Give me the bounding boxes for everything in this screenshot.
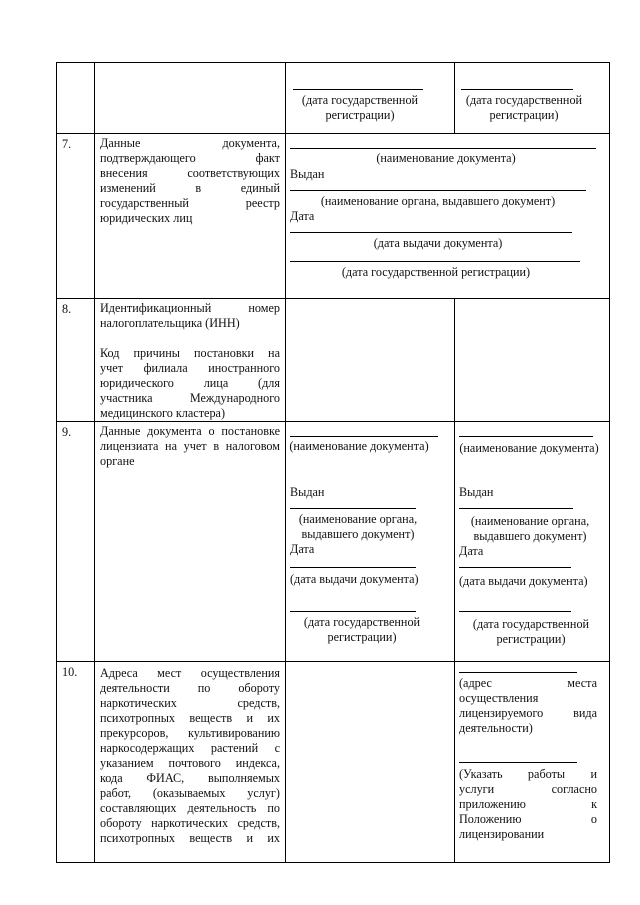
desc-line: составляющих деятельность по (100, 801, 280, 815)
desc-line: медицинского кластера) (100, 406, 226, 420)
desc-line: налогоплательщика (ИНН) (100, 316, 240, 330)
issuer-caption: (наименование органа, выдавшего документ) (298, 512, 418, 541)
row-number: 10. (57, 662, 95, 863)
doc-name-caption: (наименование документа) (376, 151, 516, 165)
row10-value-right (455, 662, 610, 863)
date-label: Дата (459, 544, 484, 558)
desc-line: прекурсоров, культивированию (100, 726, 280, 740)
doc-name-line (290, 436, 438, 437)
desc-line: изменений в единый (100, 181, 280, 195)
desc-line: указанием почтового индекса, (100, 756, 280, 770)
row10-value-left (286, 662, 455, 863)
desc-line: деятельности по обороту (100, 681, 280, 695)
doc-name-line (290, 148, 596, 149)
row8-description (95, 299, 286, 422)
table-row-8 (57, 299, 610, 422)
caption-line: лицензируемого вида (459, 706, 597, 720)
row7-document-fields (286, 134, 610, 299)
desc-line: Адреса мест осуществления (100, 666, 280, 680)
signature-line (461, 89, 573, 90)
works-line (459, 762, 577, 763)
issue-date-line (290, 232, 572, 233)
doc-name-caption: (наименование документа) (289, 439, 429, 453)
desc-line: лицензиата на учет в налоговом (100, 439, 280, 453)
table-row-continuation (57, 63, 610, 134)
reg-date-caption-left: (дата государственной регистрации) (301, 93, 419, 122)
issuer-line (290, 190, 586, 191)
caption-line: услуги согласно (459, 782, 597, 796)
row-number: 7. (57, 134, 95, 299)
reg-date-caption-right: (дата государственной регистрации) (465, 93, 583, 122)
doc-name-line (459, 436, 593, 437)
row-number: 8. (57, 299, 95, 422)
date-label: Дата (290, 542, 315, 556)
row10-description (95, 662, 286, 863)
row7-description (95, 134, 286, 299)
doc-name-caption: (наименование документа) (459, 441, 599, 455)
reg-date-caption: (дата государственной регистрации) (472, 617, 590, 646)
desc-line: психотропных веществ и их (100, 831, 280, 845)
issue-date-line (290, 567, 416, 568)
desc-line: наркосодержащих растений с (100, 741, 280, 755)
row-number-cell (57, 63, 95, 134)
caption-line: (Указать работы и (459, 767, 597, 781)
desc-line: обороту наркотических средств, (100, 816, 280, 830)
reg-date-line (459, 611, 571, 612)
description-cell (95, 63, 286, 134)
desc-line: органе (100, 454, 135, 468)
address-line (459, 672, 577, 673)
row9-fields-right (455, 422, 610, 662)
reg-date-caption: (дата государственной регистрации) (341, 265, 531, 279)
desc-line: внесения соответствующих (100, 166, 280, 180)
desc-line: Код причины постановки на (100, 346, 280, 360)
value-cell-left (286, 63, 455, 134)
row9-description (95, 422, 286, 662)
table-row-9 (57, 422, 610, 662)
desc-line: Идентификационный номер (100, 301, 280, 315)
desc-line: психотропных веществ и их (100, 711, 280, 725)
issue-date-caption: (дата выдачи документа) (290, 572, 419, 586)
desc-line: наркотических средств, (100, 696, 280, 710)
desc-line: Данные документа о постановке (100, 424, 280, 438)
desc-line: Данные документа, (100, 136, 280, 150)
desc-line: подтверждающего факт (100, 151, 280, 165)
issued-label: Выдан (290, 167, 325, 181)
issue-date-caption: (дата выдачи документа) (459, 574, 588, 588)
inn-value-cell-right (455, 299, 610, 422)
caption-line: деятельности) (459, 721, 533, 735)
issuer-line (459, 508, 573, 509)
table-row-7 (57, 134, 610, 299)
works-caption (459, 767, 597, 842)
desc-line: государственный реестр (100, 196, 280, 210)
desc-line: юридического лица (для (100, 376, 280, 390)
desc-line: участника Международного (100, 391, 280, 405)
reg-date-line (290, 261, 580, 262)
table-row-10 (57, 662, 610, 863)
desc-line: юридических лиц (100, 211, 193, 225)
desc-line: работ, (оказываемых услуг) (100, 786, 280, 800)
reg-date-line (290, 611, 416, 612)
issuer-caption: (наименование органа, выдавшего документ) (470, 514, 590, 543)
caption-line: (адрес места (459, 676, 597, 690)
row9-fields-left (286, 422, 455, 662)
row-number: 9. (57, 422, 95, 662)
caption-line: Положению о (459, 812, 597, 826)
issue-date-caption: (дата выдачи документа) (373, 236, 503, 250)
caption-line: лицензировании (459, 827, 545, 841)
inn-value-cell (286, 299, 455, 422)
issued-label: Выдан (290, 485, 325, 499)
value-cell-right (455, 63, 610, 134)
desc-line: учет филиала иностранного (100, 361, 280, 375)
issuer-caption: (наименование органа, выдавшего документ) (320, 194, 556, 208)
issuer-line (290, 508, 416, 509)
issued-label: Выдан (459, 485, 494, 499)
caption-line: осуществления (459, 691, 539, 705)
reg-date-caption: (дата государственной регистрации) (303, 615, 421, 644)
signature-line (293, 89, 423, 90)
issue-date-line (459, 567, 571, 568)
desc-line: кода ФИАС, выполняемых (100, 771, 280, 785)
date-label: Дата (290, 209, 315, 223)
caption-line: приложению к (459, 797, 597, 811)
license-form-table (56, 62, 610, 863)
address-caption (459, 676, 597, 736)
